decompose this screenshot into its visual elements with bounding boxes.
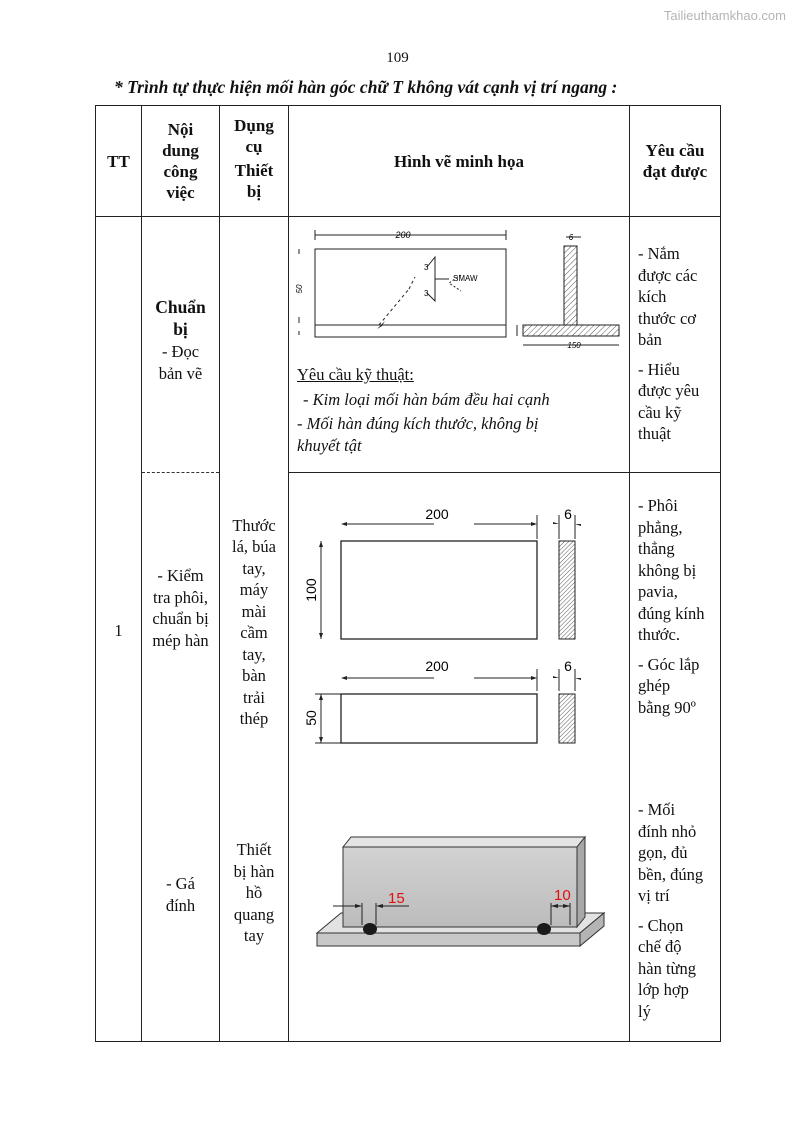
requirements-check-workpiece: - Phôi phẳng, thẳng không bị pavia, đúng kính thước. - Góc lắp ghép bằng 90º bbox=[630, 473, 721, 764]
content-tack-weld: - Gá đính bbox=[142, 763, 220, 1042]
tools-check-workpiece: Thước lá, búa tay, máy mài cầm tay, bàn trải thép bbox=[220, 473, 289, 764]
tack-left-size: 15 bbox=[388, 890, 405, 907]
plate2-length: 200 bbox=[425, 658, 449, 674]
dim-base: 150 bbox=[567, 341, 581, 350]
tack-weld-right bbox=[537, 923, 551, 935]
plate2-height: 50 bbox=[303, 710, 319, 726]
step-number: 1 bbox=[96, 217, 142, 1042]
tools-tack-weld: Thiết bị hàn hồ quang tay bbox=[220, 763, 289, 1042]
content-check-workpiece: - Kiểm tra phôi, chuẩn bị mép hàn bbox=[142, 473, 220, 764]
flange-section bbox=[523, 325, 619, 336]
plate-50-front bbox=[341, 694, 537, 743]
tech-requirements: Yêu cầu kỹ thuật: - Kim loại mối hàn bám đều hai cạnh - Mối hàn đúng kích thước, không bị khuyết tật bbox=[297, 365, 550, 455]
weld-symbol: SMAW bbox=[453, 274, 478, 283]
requirements-read-drawing: - Nắm được các kích thước cơ bản - Hiểu được yêu cầu kỹ thuật bbox=[630, 217, 721, 473]
tools-read-drawing bbox=[220, 217, 289, 473]
plate2-thickness: 6 bbox=[564, 658, 572, 674]
illustration-check-workpiece bbox=[289, 473, 630, 764]
illustration-read-drawing bbox=[289, 217, 630, 473]
procedure-table bbox=[95, 105, 721, 1042]
plate1-height: 100 bbox=[303, 578, 319, 602]
header-row bbox=[96, 106, 721, 217]
tack-right-size: 10 bbox=[554, 887, 571, 904]
header-content: Nội dung công việc bbox=[142, 106, 220, 217]
plate-front-view bbox=[315, 249, 506, 337]
plate1-thickness: 6 bbox=[564, 506, 572, 522]
dim-thickness: 6 bbox=[568, 233, 574, 242]
illustration-tack-weld bbox=[289, 763, 630, 1042]
plate-50-side bbox=[559, 694, 575, 743]
header-tt: TT bbox=[96, 106, 142, 217]
web-plate-top bbox=[343, 837, 585, 847]
workpiece-drawing bbox=[289, 473, 630, 763]
plate-100-side bbox=[559, 541, 575, 639]
page-heading: * Trình tự thực hiện mối hàn góc chữ T không vát cạnh vị trí ngang : bbox=[114, 77, 618, 97]
dim-length: 200 bbox=[395, 230, 411, 240]
row-check-workpiece bbox=[96, 473, 721, 764]
header-tools: Dụng cụ Thiết bị bbox=[220, 106, 289, 217]
plate-100-front bbox=[341, 541, 537, 639]
dim-height: 50 bbox=[295, 284, 304, 294]
base-plate-front bbox=[317, 933, 580, 946]
watermark: Tailieuthamkhao.com bbox=[663, 8, 786, 23]
header-requirements: Yêu cầu đạt được bbox=[630, 106, 721, 217]
weld-size-top: 3 bbox=[424, 263, 429, 272]
tack-weld-left bbox=[363, 923, 377, 935]
page-number: 109 bbox=[386, 50, 409, 66]
web-plate-side bbox=[577, 837, 585, 927]
plate1-length: 200 bbox=[425, 506, 449, 522]
content-read-drawing: Chuẩn bị - Đọc bản vẽ bbox=[142, 217, 220, 473]
tack-weld-drawing bbox=[289, 763, 630, 1041]
web-section bbox=[564, 246, 577, 325]
header-illustration: Hình vẽ minh họa bbox=[289, 106, 630, 217]
row-read-drawing bbox=[96, 217, 721, 473]
t-joint-drawing bbox=[289, 217, 630, 357]
weld-size-bottom: 3 bbox=[424, 289, 429, 298]
requirements-tack-weld: - Mối đính nhỏ gọn, đủ bền, đúng vị trí - Chọn chế độ hàn từng lớp hợp lý bbox=[630, 763, 721, 1042]
web-plate-front bbox=[343, 847, 577, 927]
row-tack-weld bbox=[96, 763, 721, 1042]
